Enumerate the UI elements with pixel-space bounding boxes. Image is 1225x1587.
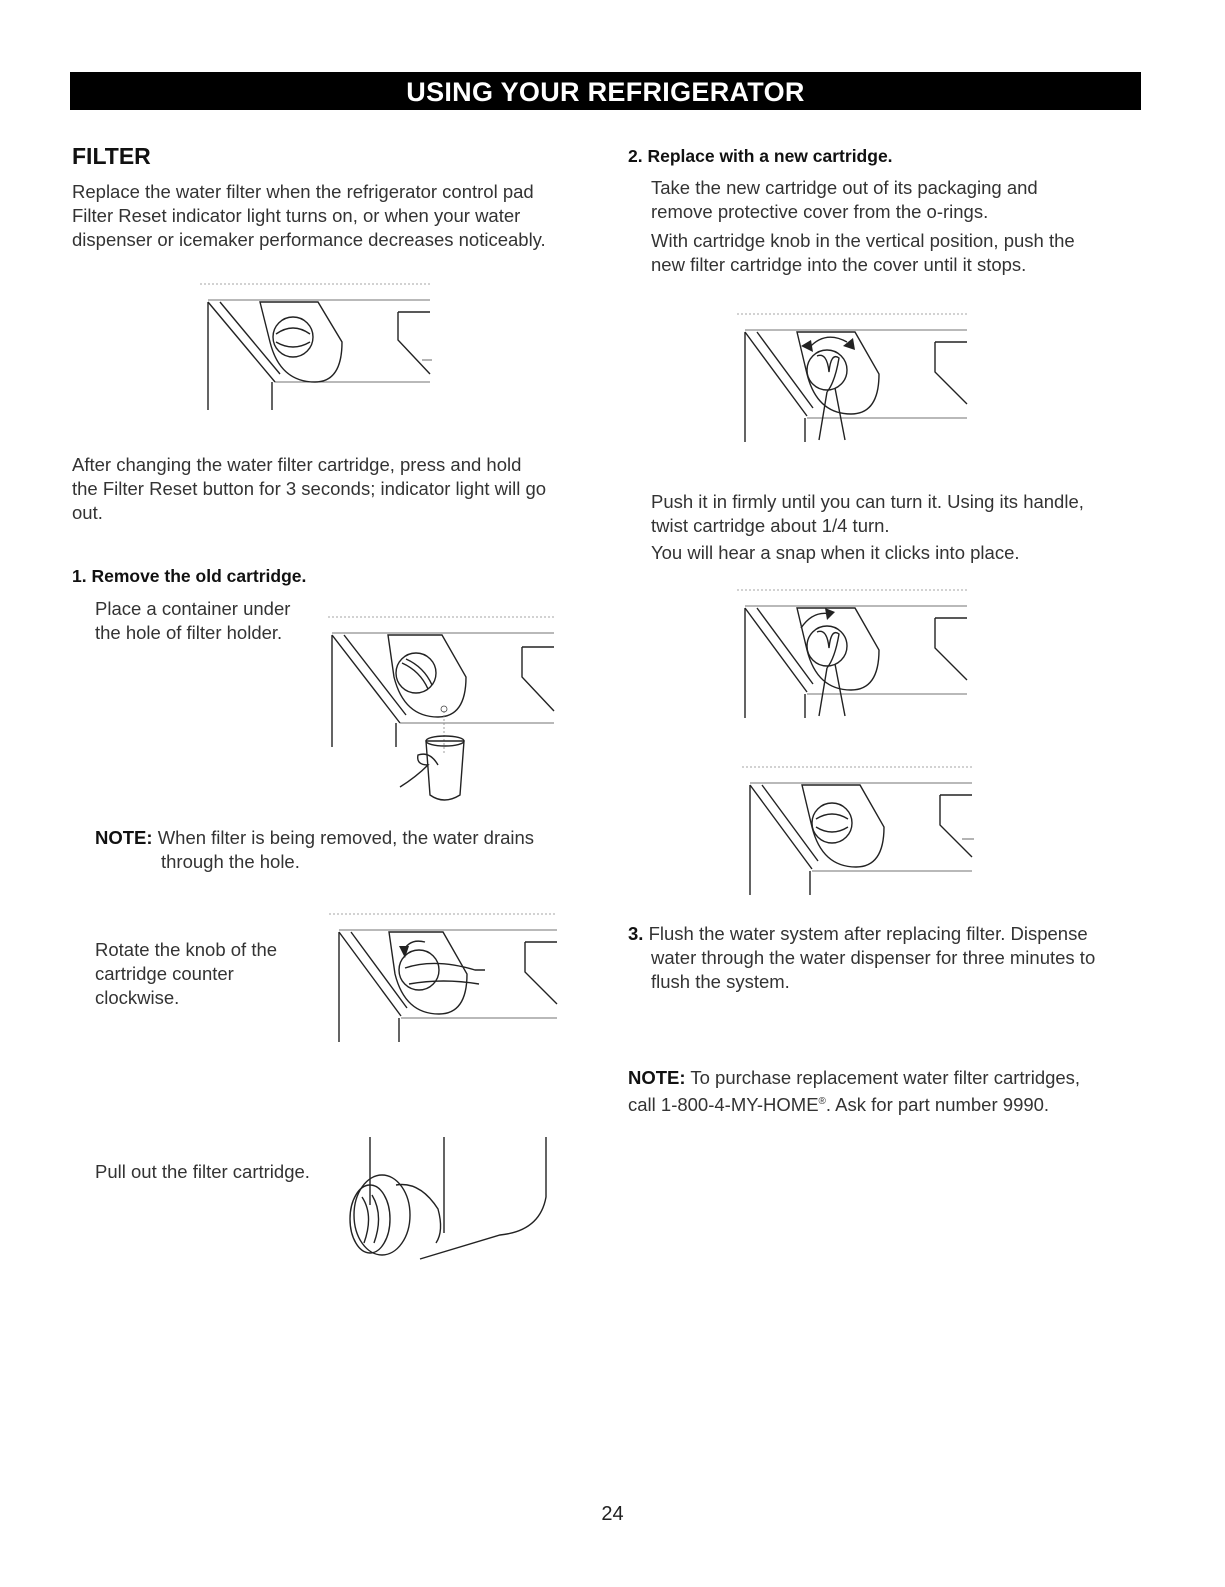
filter-housing-illustration <box>200 282 435 412</box>
step2-push-text <box>651 490 1084 538</box>
step2-snap-text: You will hear a snap when it clicks into place. <box>651 542 1020 563</box>
note-line: through the hole. <box>161 851 300 872</box>
twist-cartridge-illustration <box>735 588 970 723</box>
pull-out-cartridge-illustration <box>340 1135 555 1265</box>
knob-line: With cartridge knob in the vertical position, push the <box>651 230 1075 251</box>
step1-container-text <box>95 597 290 645</box>
step2-take-text <box>651 176 1038 224</box>
knob-line: new filter cartridge into the cover until it stops. <box>651 254 1027 275</box>
rotate-line: Rotate the knob of the <box>95 939 278 960</box>
intro-line: Filter Reset indicator light turns on, or when your water <box>72 205 521 226</box>
container-under-hole-illustration <box>320 615 560 810</box>
part-number-text: . Ask for part number 9990. <box>825 1094 1050 1116</box>
filter-after <box>72 453 546 525</box>
page-number: 24 <box>601 1503 624 1525</box>
installed-cartridge-illustration <box>740 765 975 900</box>
step1-pull-text: Pull out the filter cartridge. <box>95 1161 310 1182</box>
filter-intro <box>72 180 546 252</box>
rotate-line: clockwise. <box>95 987 180 1008</box>
filter-heading: FILTER <box>72 143 151 169</box>
step2-title: 2. Replace with a new cartridge. <box>628 146 893 166</box>
purchase-note-label: NOTE: <box>628 1067 686 1088</box>
step3-line-text: Flush the water system after replacing filter. Dispense <box>648 923 1088 944</box>
note-text: When filter is being removed, the water drains <box>157 827 535 848</box>
step3-line: water through the water dispenser for three minutes to <box>651 947 1096 968</box>
purchase-note-line <box>628 1066 1080 1090</box>
note-line <box>95 826 534 850</box>
rotate-line: cartridge counter <box>95 963 234 984</box>
container-line: the hole of filter holder. <box>95 622 283 643</box>
purchase-note-text: To purchase replacement water filter cartridges, <box>690 1067 1081 1088</box>
step1-note <box>95 826 534 874</box>
after-line: After changing the water filter cartridge, press and hold <box>72 454 522 475</box>
after-line: the Filter Reset button for 3 seconds; indicator light will go <box>72 478 547 499</box>
after-line: out. <box>72 502 103 523</box>
phone-number: call 1-800-4-MY-HOME <box>628 1094 819 1116</box>
take-line: remove protective cover from the o-rings. <box>651 201 989 222</box>
step3-line <box>628 922 1095 946</box>
note-label: NOTE: <box>95 827 153 848</box>
intro-line: dispenser or icemaker performance decreases noticeably. <box>72 229 546 250</box>
step3-line: flush the system. <box>651 971 790 992</box>
step2-knob-text <box>651 229 1075 277</box>
registered-mark: ® <box>818 1096 826 1107</box>
container-line: Place a container under <box>95 598 291 619</box>
push-line: twist cartridge about 1/4 turn. <box>651 515 890 536</box>
take-line: Take the new cartridge out of its packaging and <box>651 177 1038 198</box>
step3-text <box>628 922 1095 994</box>
step1-title: 1. Remove the old cartridge. <box>72 566 307 586</box>
rotate-knob-illustration <box>325 912 560 1047</box>
intro-line: Replace the water filter when the refrigerator control pad <box>72 181 534 202</box>
push-line: Push it in firmly until you can turn it. Using its handle, <box>651 491 1084 512</box>
push-new-cartridge-illustration <box>735 312 970 447</box>
section-banner: USING YOUR REFRIGERATOR <box>70 72 1141 110</box>
purchase-note <box>628 1066 1080 1117</box>
step1-rotate-text <box>95 938 277 1010</box>
step3-number: 3. <box>628 923 644 944</box>
purchase-note-line <box>628 1090 1080 1117</box>
